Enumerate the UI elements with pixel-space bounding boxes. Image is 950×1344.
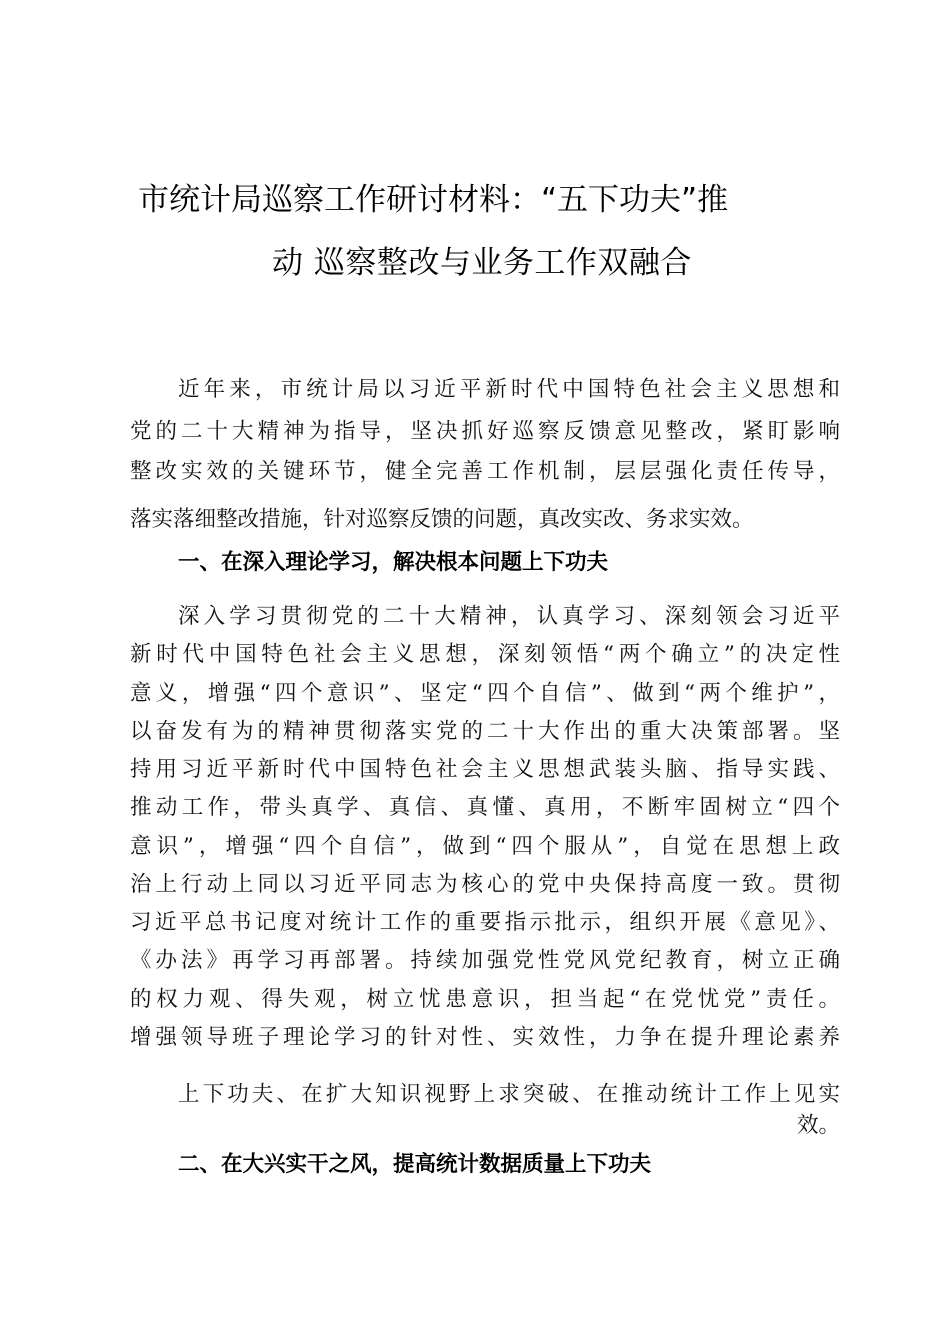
- section-heading-1: 一、在深入理论学习，解决根本问题上下功夫: [178, 550, 609, 575]
- intro-line-3: 整改实效的关键环节，健全完善工作机制，层层强化责任传导，: [130, 459, 840, 484]
- section1-line-3: 意义，增强“四个意识”、坚定“四个自信”、做到“两个维护”，: [130, 681, 840, 706]
- document-title-line-1: 市统计局巡察工作研讨材料：“五下功夫”推: [138, 182, 729, 218]
- section1-line-12: 增强领导班子理论学习的针对性、实效性，力争在提升理论素养: [130, 1025, 840, 1050]
- section1-line-6: 推动工作，带头真学、真信、真懂、真用，不断牢固树立“四个: [130, 795, 840, 820]
- intro-line-1: 近年来，市统计局以习近平新时代中国特色社会主义思想和: [178, 377, 840, 402]
- section1-tail-line-1: 上下功夫、在扩大知识视野上求突破、在推动统计工作上见实: [178, 1082, 840, 1107]
- section1-line-1: 深入学习贯彻党的二十大精神，认真学习、深刻领会习近平: [178, 604, 840, 629]
- section1-line-9: 习近平总书记度对统计工作的重要指示批示，组织开展《意见》、: [130, 910, 840, 935]
- section1-tail-line-2: 效。: [796, 1113, 840, 1138]
- document-title-line-2: 动 巡察整改与业务工作双融合: [272, 245, 692, 281]
- intro-line-2: 党的二十大精神为指导，坚决抓好巡察反馈意见整改，紧盯影响: [130, 419, 840, 444]
- section1-line-11: 的权力观、得失观，树立忧患意识，担当起“在党忧党”责任。: [130, 987, 840, 1012]
- section1-line-2: 新时代中国特色社会主义思想，深刻领悟“两个确立”的决定性: [130, 642, 840, 667]
- intro-line-4: 落实落细整改措施，针对巡察反馈的问题，真改实改、务求实效。: [130, 507, 754, 532]
- section1-line-5: 持用习近平新时代中国特色社会主义思想武装头脑、指导实践、: [130, 757, 840, 782]
- section-heading-2: 二、在大兴实干之风，提高统计数据质量上下功夫: [178, 1152, 652, 1177]
- section1-line-7: 意识”，增强“四个自信”，做到“四个服从”，自觉在思想上政: [130, 834, 840, 859]
- section1-line-4: 以奋发有为的精神贯彻落实党的二十大作出的重大决策部署。坚: [130, 719, 840, 744]
- section1-line-10: 《办法》再学习再部署。持续加强党性党风党纪教育，树立正确: [130, 948, 840, 973]
- section1-line-8: 治上行动上同以习近平同志为核心的党中央保持高度一致。贯彻: [130, 872, 840, 897]
